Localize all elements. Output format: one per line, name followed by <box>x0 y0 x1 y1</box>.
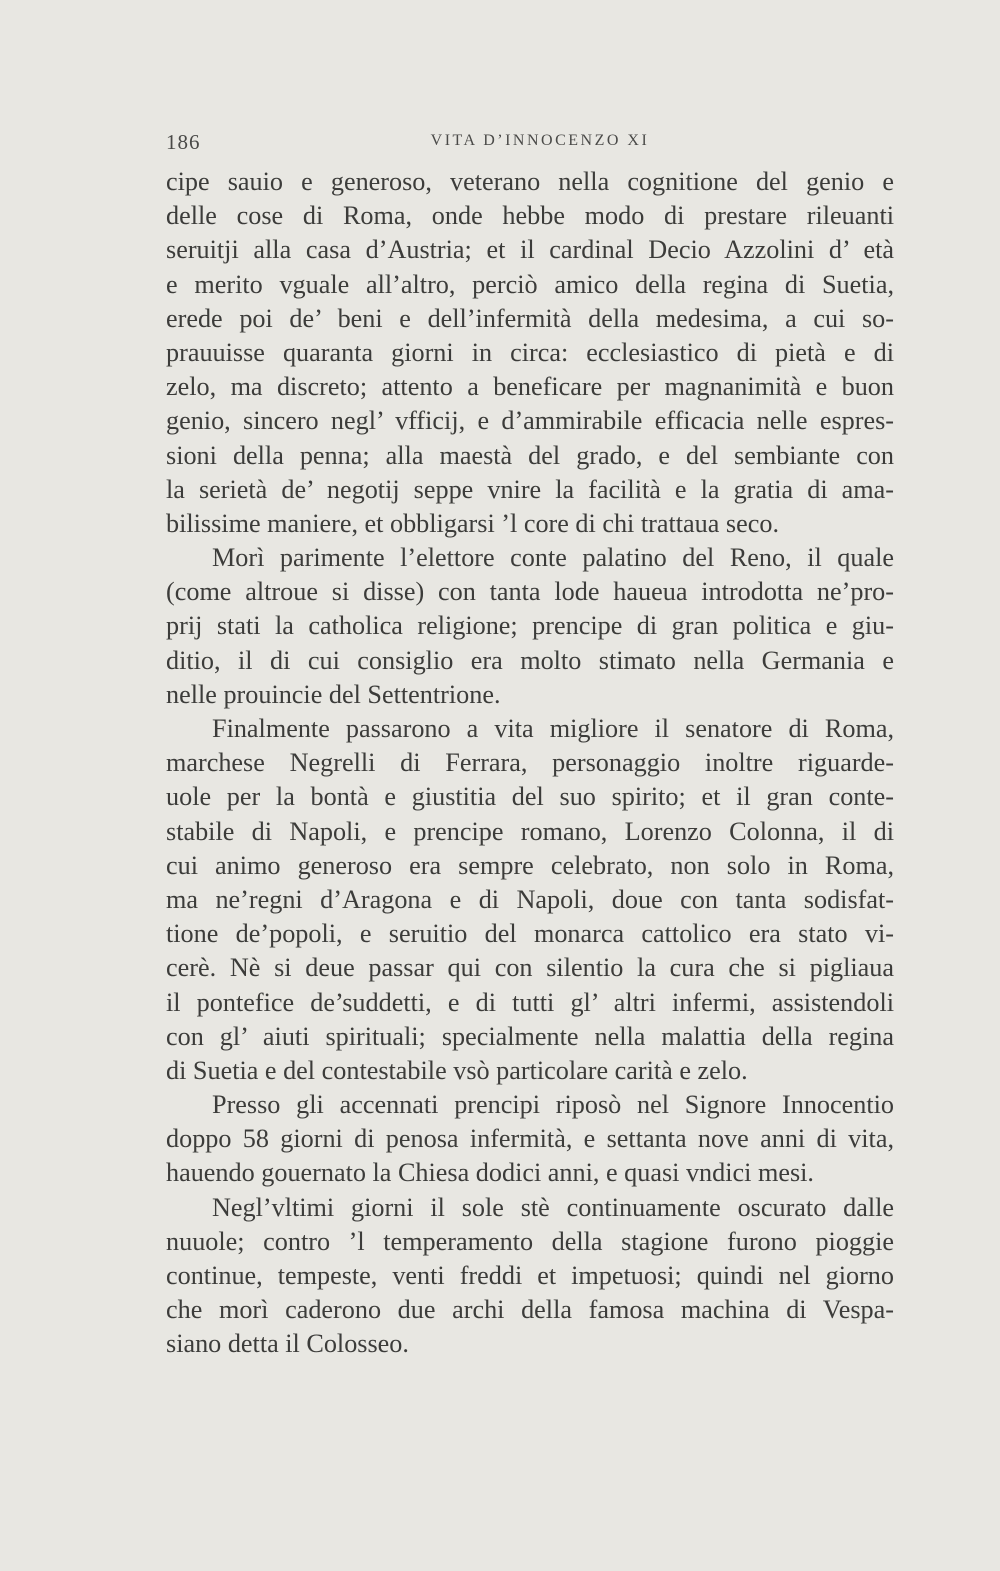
text-body <box>166 165 894 1362</box>
text-line: siano detta il Colosseo. <box>166 1329 409 1359</box>
text-line: ditio, il di cui consiglio era molto stimato nella Germania e <box>166 645 894 675</box>
text-line: ma ne’regni d’Aragona e di Napoli, doue con tanta sodisfat- <box>166 884 894 914</box>
running-head <box>166 130 894 160</box>
text-line: la serietà de’ negotij seppe vnire la facilità e la gratia di ama- <box>166 474 894 504</box>
text-line: (come altroue si disse) con tanta lode haueua introdotta ne’pro- <box>166 577 894 607</box>
text-line: uole per la bontà e giustitia del suo spirito; et il gran conte- <box>166 782 894 812</box>
text-line: nelle prouincie del Settentrione. <box>166 679 501 709</box>
text-line: nuuole; contro ’l temperamento della stagione furono pioggie <box>166 1226 894 1256</box>
text-line: marchese Negrelli di Ferrara, personaggio inoltre riguarde- <box>166 748 894 778</box>
text-line: erede poi de’ beni e dell’infermità della medesima, a cui so- <box>166 303 894 333</box>
text-line: seruitji alla casa d’Austria; et il cardinal Decio Azzolini d’ età <box>166 235 894 265</box>
text-line: hauendo gouernato la Chiesa dodici anni, e quasi vndici mesi. <box>166 1158 814 1188</box>
text-line: sioni della penna; alla maestà del grado, e del sembiante con <box>166 440 894 470</box>
text-line: cerè. Nè si deue passar qui con silentio la cura che si pigliaua <box>166 953 894 983</box>
text-line: cui animo generoso era sempre celebrato, non solo in Roma, <box>166 850 894 880</box>
text-line: Presso gli accennati prencipi riposò nel Signore Innocentio <box>212 1090 894 1120</box>
text-line: doppo 58 giorni di penosa infermità, e settanta nove anni di vita, <box>166 1124 894 1154</box>
text-line: genio, sincero negl’ vfficij, e d’ammirabile efficacia nelle espres- <box>166 406 894 436</box>
text-line: bilissime maniere, et obbligarsi ’l core di chi trattaua seco. <box>166 508 780 538</box>
running-title: VITA D’INNOCENZO XI <box>430 132 650 149</box>
text-line: che morì caderono due archi della famosa machina di Vespa- <box>166 1295 894 1325</box>
text-line: tione de’popoli, e seruitio del monarca cattolico era stato vi- <box>166 919 894 949</box>
text-line: cipe sauio e generoso, veterano nella cognitione del genio e <box>166 167 894 196</box>
text-line: e merito vguale all’altro, perciò amico della regina di Suetia, <box>166 269 894 299</box>
text-line: Finalmente passarono a vita migliore il senatore di Roma, <box>212 714 894 743</box>
page-number: 186 <box>166 130 201 154</box>
text-line: Morì parimente l’elettore conte palatino del Reno, il quale <box>212 543 894 573</box>
text-line: prij stati la catholica religione; prencipe di gran politica e giu- <box>166 611 894 641</box>
text-line: delle cose di Roma, onde hebbe modo di prestare rileuanti <box>166 201 894 231</box>
text-line: prauuisse quaranta giorni in circa: ecclesiastico di pietà e di <box>166 337 894 367</box>
text-line: zelo, ma discreto; attento a beneficare per magnanimità e buon <box>166 372 894 402</box>
text-line: il pontefice de’suddetti, e di tutti gl’ altri infermi, assistendoli <box>166 987 894 1017</box>
text-line: con gl’ aiuti spirituali; specialmente nella malattia della regina <box>166 1021 894 1051</box>
text-line: continue, tempeste, venti freddi et impetuosi; quindi nel giorno <box>166 1261 894 1290</box>
text-line: stabile di Napoli, e prencipe romano, Lorenzo Colonna, il di <box>166 816 894 846</box>
text-line: Negl’vltimi giorni il sole stè continuamente oscurato dalle <box>212 1192 894 1222</box>
text-line: di Suetia e del contestabile vsò particolare carità e zelo. <box>166 1055 748 1085</box>
